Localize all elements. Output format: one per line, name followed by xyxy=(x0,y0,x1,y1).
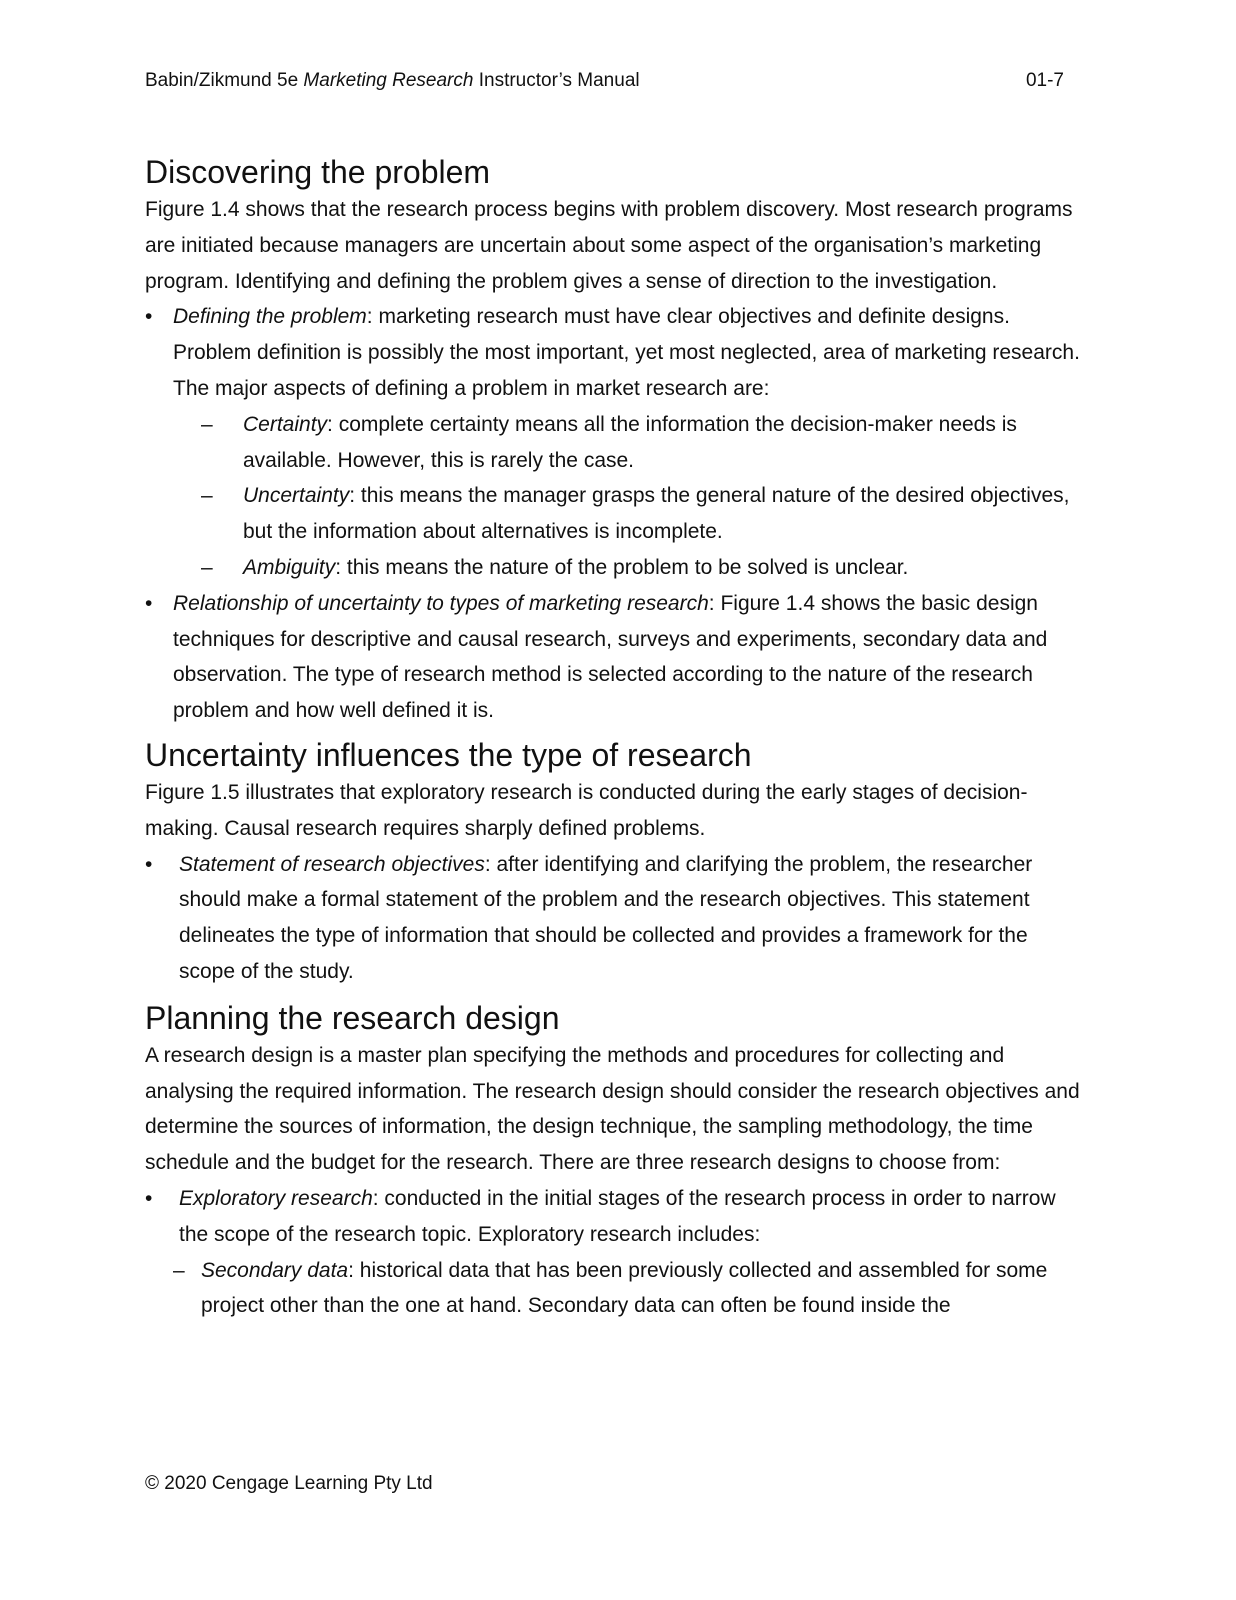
sub-bullet-uncertainty xyxy=(145,478,1080,550)
sub-bullet-term: Ambiguity xyxy=(243,555,336,579)
sub-bullet-term: Certainty xyxy=(243,412,328,436)
page-header xyxy=(145,70,1064,98)
sub-bullet-text: : this means the manager grasps the general nature of the desired objectives, but the information about alternatives is incomplete. xyxy=(243,484,1070,544)
header-suffix: Instructor’s Manual xyxy=(473,70,640,91)
bullet-term: Statement of research objectives xyxy=(179,852,485,876)
bullet-statement-objectives xyxy=(145,847,1080,990)
page-footer-copyright: © 2020 Cengage Learning Pty Ltd xyxy=(145,1473,433,1494)
bullet-term: Defining the problem xyxy=(173,305,367,329)
bullet-text: : marketing research must have clear objectives and definite designs. Problem definition is possibly the most important, yet most neglected, area of marketing research. The major aspects of defining a problem in market research are: xyxy=(173,305,1080,400)
section-heading-planning: Planning the research design xyxy=(145,999,560,1036)
sub-bullet-term: Uncertainty xyxy=(243,484,350,508)
sub-bullet-text: : historical data that has been previously collected and assembled for some project other than the one at hand. Secondary data can often be found inside the xyxy=(201,1258,1048,1318)
sub-bullet-certainty xyxy=(145,407,1080,479)
dash-marker: – xyxy=(173,1258,185,1282)
sub-bullet-term: Secondary data xyxy=(201,1258,349,1282)
bullet-text: : conducted in the initial stages of the research process in order to narrow the scope of the research topic. Exploratory research includes: xyxy=(179,1186,1056,1246)
section-heading-discovering: Discovering the problem xyxy=(145,154,491,190)
section-heading-uncertainty: Uncertainty influences the type of research xyxy=(145,736,752,773)
header-page-number: 01-7 xyxy=(1025,70,1064,91)
bullet-text: : after identifying and clarifying the problem, the researcher should make a formal statement of the problem and the research objectives. This statement delineates the type of information that should be collected and provides a framework for the scope of the study. xyxy=(179,852,1033,983)
bullet-defining-problem xyxy=(145,299,1080,406)
dash-marker: – xyxy=(201,555,213,579)
sub-bullet-text: : complete certainty means all the information the decision-maker needs is available. However, this is rarely the case. xyxy=(243,412,1017,472)
bullet-marker: • xyxy=(145,852,153,876)
bullet-text: : Figure 1.4 shows the basic design techniques for descriptive and causal research, surveys and experiments, secondary data and observation. The type of research method is selected according to the nature of the research problem and how well defined it is. xyxy=(173,591,1048,723)
sub-bullet-text: : this means the nature of the problem to be solved is unclear. xyxy=(335,555,909,579)
bullet-marker: • xyxy=(145,305,153,329)
bullet-marker: • xyxy=(145,1186,153,1210)
header-prefix: Babin/Zikmund 5e xyxy=(145,70,304,91)
document-body xyxy=(145,152,1080,1324)
bullet-relationship-uncertainty xyxy=(145,586,1080,729)
paragraph-discovering-intro: Figure 1.4 shows that the research process begins with problem discovery. Most research programs are initiated because managers are uncertain about some aspect of the organisation’s marketing program. Identifying and defining the problem gives a sense of direction to the investigation. xyxy=(145,198,1073,293)
paragraph-uncertainty-intro: Figure 1.5 illustrates that exploratory research is conducted during the early stages of decision-making. Causal research requires sharply defined problems. xyxy=(145,780,1028,840)
sub-bullet-ambiguity xyxy=(145,550,1080,586)
bullet-marker: • xyxy=(145,591,153,615)
bullet-term: Relationship of uncertainty to types of marketing research xyxy=(173,591,709,615)
dash-marker: – xyxy=(201,412,213,436)
bullet-exploratory-research xyxy=(145,1181,1080,1253)
dash-marker: – xyxy=(201,484,213,508)
header-title xyxy=(145,70,640,92)
header-book-title: Marketing Research xyxy=(303,70,474,91)
sub-bullet-secondary-data xyxy=(145,1253,1080,1325)
bullet-term: Exploratory research xyxy=(179,1186,373,1210)
paragraph-planning-intro: A research design is a master plan specifying the methods and procedures for collecting and analysing the required information. The research design should consider the research objectives and determine the sources of information, the design technique, the sampling methodology, the time schedule and the budget for the research. There are three research designs to choose from: xyxy=(145,1043,1080,1175)
